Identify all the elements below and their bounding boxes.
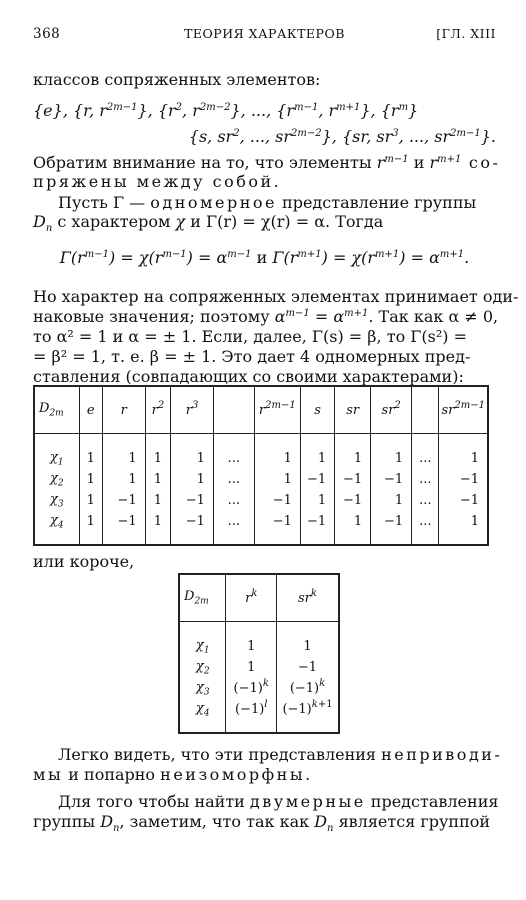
- text-line: наковые значения; поэтому $\alpha^{m-1} = \alpha^{m+1}$. Так как α ≠ 0,: [33, 307, 499, 326]
- table-header-cell: $D_{2m}$: [179, 574, 226, 622]
- text-line: Легко видеть, что эти представления неприводи-: [58, 745, 503, 764]
- row-label: $\chi_1$: [179, 622, 226, 658]
- table-cell: 1: [79, 511, 102, 545]
- row-label: $\chi_4$: [34, 511, 79, 545]
- table-cell: 1: [371, 434, 412, 470]
- table-cell: ...: [412, 511, 439, 545]
- table-cell: −1: [254, 511, 300, 545]
- table-header-cell: sr: [335, 386, 371, 434]
- text-line: то α² = 1 и α = ± 1. Если, далее, Γ(s) = β, то Γ(s²) =: [33, 327, 467, 346]
- table-cell: −1: [371, 511, 412, 545]
- text-line: $D_n$ с характером χ и Γ(r) = χ(r) = α. Тогда: [33, 212, 384, 235]
- table-cell: 1: [171, 434, 214, 470]
- character-table-short: [178, 573, 340, 734]
- page-number: 368: [33, 26, 61, 42]
- table-row: [179, 699, 339, 733]
- table-cell: 1: [79, 469, 102, 490]
- table-cell: $(-1)^k$: [226, 678, 277, 699]
- conjugacy-classes-line-1: {e}, {r, $r^{2m-1}$}, {$r^2$, $r^{2m-2}$}, ..., {$r^{m-1}$, $r^{m+1}$}, $\{r^m\}$: [33, 101, 419, 120]
- table-cell: 1: [102, 469, 145, 490]
- text-line: пряжены между собой.: [33, 172, 282, 191]
- table-cell: ...: [412, 490, 439, 511]
- text-line: классов сопряженных элементов:: [33, 70, 321, 89]
- table-cell: ...: [213, 469, 254, 490]
- table-header-cell: [412, 386, 439, 434]
- table-row: [34, 511, 488, 545]
- table-header-cell: s: [300, 386, 334, 434]
- table-cell: −1: [277, 657, 340, 678]
- table-cell: 1: [145, 469, 171, 490]
- table-cell: −1: [171, 511, 214, 545]
- table-cell: 1: [226, 622, 277, 658]
- table-row: [179, 657, 339, 678]
- table-cell: 1: [439, 434, 488, 470]
- table-cell: ...: [213, 511, 254, 545]
- table-cell: 1: [439, 511, 488, 545]
- table-cell: $(-1)^l$: [226, 699, 277, 733]
- conjugacy-classes-line-2: {s, $sr^2$, ..., $sr^{2m-2}$}, {sr, $sr^3$, ..., $sr^{2m-1}$}.: [188, 127, 496, 146]
- table-header-cell: $sr^2$: [371, 386, 412, 434]
- table-cell: 1: [171, 469, 214, 490]
- chapter-label: [ГЛ. XIII: [436, 26, 496, 41]
- table-cell: 1: [254, 434, 300, 470]
- row-label: $\chi_1$: [34, 434, 79, 470]
- table-cell: ...: [213, 434, 254, 470]
- table-cell: 1: [254, 469, 300, 490]
- row-label: $\chi_2$: [179, 657, 226, 678]
- row-label: $\chi_4$: [179, 699, 226, 733]
- table-cell: $(-1)^k$: [277, 678, 340, 699]
- row-label: $\chi_2$: [34, 469, 79, 490]
- table-row: [34, 490, 488, 511]
- table-cell: ...: [213, 490, 254, 511]
- table-cell: −1: [335, 490, 371, 511]
- running-title: ТЕОРИЯ ХАРАКТЕРОВ: [184, 26, 345, 41]
- table-cell: −1: [254, 490, 300, 511]
- row-label: $\chi_3$: [179, 678, 226, 699]
- table-cell: 1: [277, 622, 340, 658]
- table-header-cell: e: [79, 386, 102, 434]
- table-cell: −1: [300, 511, 334, 545]
- table-cell: −1: [439, 490, 488, 511]
- table-cell: 1: [145, 434, 171, 470]
- table-cell: 1: [300, 434, 334, 470]
- table-header-cell: $D_{2m}$: [34, 386, 79, 434]
- text-line: ставления (совпадающих со своими характерами):: [33, 367, 464, 386]
- text-line: Обратим внимание на то, что элементы $r^{m-1}$ и $r^{m+1}$ со-: [33, 153, 501, 172]
- table-header-cell: $r^3$: [171, 386, 214, 434]
- table-cell: 1: [102, 434, 145, 470]
- table-cell: 1: [300, 490, 334, 511]
- table-cell: 1: [145, 511, 171, 545]
- table-cell: −1: [371, 469, 412, 490]
- table-cell: ...: [412, 469, 439, 490]
- table-cell: −1: [102, 511, 145, 545]
- table-cell: 1: [335, 434, 371, 470]
- character-table-full: [33, 385, 489, 546]
- table-cell: 1: [79, 490, 102, 511]
- table-cell: −1: [300, 469, 334, 490]
- text-line: группы $D_n$, заметим, что так как $D_n$ является группой: [33, 812, 491, 835]
- table-cell: $(-1)^{k+1}$: [277, 699, 340, 733]
- table-header-cell: $sr^k$: [277, 574, 340, 622]
- text-line: Но характер на сопряженных элементах принимает оди-: [33, 287, 519, 306]
- table-row: [179, 678, 339, 699]
- table-row: [179, 622, 339, 658]
- table-header-cell: r: [102, 386, 145, 434]
- table-header-cell: $r^2$: [145, 386, 171, 434]
- table-cell: 1: [335, 511, 371, 545]
- running-header: [33, 26, 496, 46]
- row-label: $\chi_3$: [34, 490, 79, 511]
- table-cell: −1: [335, 469, 371, 490]
- text-line: или короче,: [33, 552, 135, 571]
- text-line: = β² = 1, т. е. β = ± 1. Это дает 4 одномерных пред-: [33, 347, 471, 366]
- table-row: [34, 469, 488, 490]
- table-cell: −1: [102, 490, 145, 511]
- table-cell: −1: [439, 469, 488, 490]
- table-row: [34, 434, 488, 470]
- table-header-cell: $r^{2m-1}$: [254, 386, 300, 434]
- table-cell: 1: [226, 657, 277, 678]
- table-header-cell: [213, 386, 254, 434]
- text-line: Пусть Γ — одномерное представление группы: [58, 193, 477, 212]
- table-cell: 1: [79, 434, 102, 470]
- table-cell: 1: [145, 490, 171, 511]
- table-header-cell: $sr^{2m-1}$: [439, 386, 488, 434]
- equation-line: $\Gamma(r^{m-1}) = \chi(r^{m-1}) = \alpha^{m-1}$ и $\Gamma(r^{m+1}) = \chi(r^{m+1}) = \alpha^{m+1}$.: [59, 248, 470, 267]
- table-cell: −1: [171, 490, 214, 511]
- table-cell: ...: [412, 434, 439, 470]
- table-cell: 1: [371, 490, 412, 511]
- table-header-cell: $r^k$: [226, 574, 277, 622]
- text-line: мы и попарно неизоморфны.: [33, 765, 311, 784]
- text-line: Для того чтобы найти двумерные представления: [58, 792, 499, 811]
